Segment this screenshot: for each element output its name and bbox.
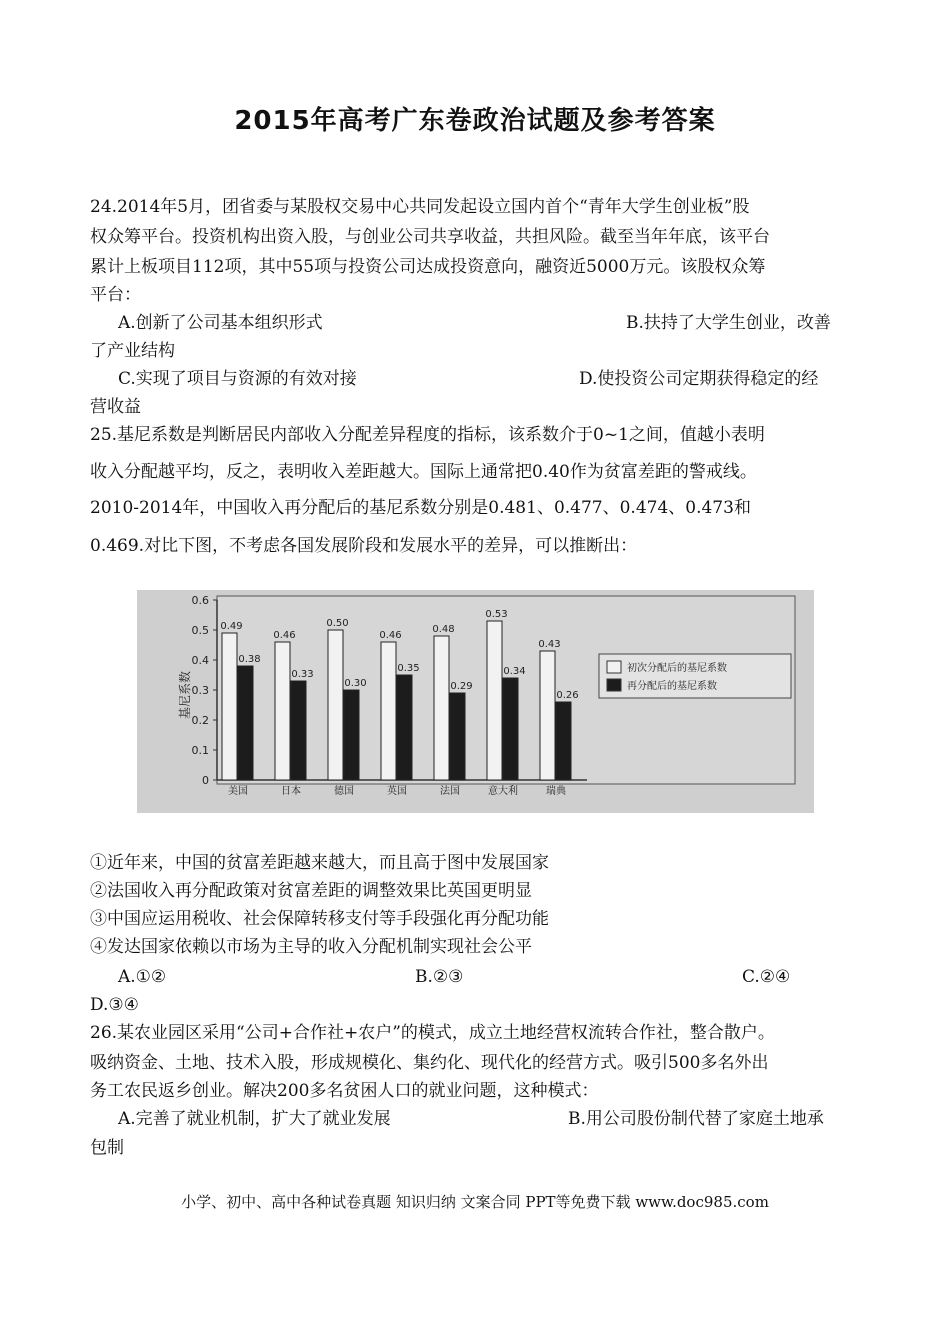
bar-value-label: 0.43 <box>538 639 561 650</box>
q25-option-b: B.②③ <box>415 967 464 987</box>
bar-value-label: 0.33 <box>291 669 314 680</box>
q24-option-d: D.使投资公司定期获得稳定的经 <box>579 369 819 389</box>
q25-statement-4: ④发达国家依赖以市场为主导的收入分配机制实现社会公平 <box>90 937 532 957</box>
bar-value-label: 0.48 <box>432 624 455 635</box>
q25-option-a: A.①② <box>118 967 167 987</box>
bar-primary <box>275 642 290 780</box>
q25-line-3: 2010-2014年，中国收入再分配后的基尼系数分别是0.481、0.477、0.474、0.473和 <box>90 498 751 518</box>
bar-value-label: 0.34 <box>503 666 526 677</box>
bar-primary <box>540 651 555 780</box>
y-tick-label: 0.5 <box>191 624 209 637</box>
x-tick-label: 法国 <box>440 786 460 797</box>
q25-option-d: D.③④ <box>90 995 139 1015</box>
q26-option-b-continued: 包制 <box>90 1138 124 1158</box>
q24-option-c: C.实现了项目与资源的有效对接 <box>118 369 357 389</box>
bar-primary <box>328 630 343 780</box>
y-tick-label: 0.2 <box>191 714 209 727</box>
bar-redistribution <box>344 690 359 780</box>
y-tick-label: 0.3 <box>191 684 209 697</box>
bar-value-label: 0.38 <box>238 654 261 665</box>
bar-value-label: 0.50 <box>326 618 349 629</box>
y-tick-label: 0 <box>202 774 209 787</box>
x-tick-label: 意大利 <box>488 786 518 797</box>
bar-redistribution <box>397 675 412 780</box>
bar-redistribution <box>291 681 306 780</box>
bar-redistribution <box>556 702 571 780</box>
bar-redistribution <box>238 666 253 780</box>
y-tick-label: 0.6 <box>191 594 209 607</box>
bar-value-label: 0.26 <box>556 690 579 701</box>
bar-value-label: 0.46 <box>273 630 296 641</box>
y-tick-label: 0.1 <box>191 744 209 757</box>
q26-line-3: 务工农民返乡创业。解决200多名贫困人口的就业问题，这种模式： <box>90 1081 599 1101</box>
legend-swatch-primary <box>607 661 621 673</box>
q26-option-b: B.用公司股份制代替了家庭土地承 <box>568 1109 824 1129</box>
q24-option-b-continued: 了产业结构 <box>90 341 175 361</box>
q24-option-a: A.创新了公司基本组织形式 <box>118 313 323 333</box>
bar-value-label: 0.29 <box>450 681 473 692</box>
bar-value-label: 0.46 <box>379 630 402 641</box>
y-tick-label: 0.4 <box>191 654 209 667</box>
bar-primary <box>487 621 502 780</box>
q26-line-2: 吸纳资金、土地、技术入股，形成规模化、集约化、现代化的经营方式。吸引500多名外出 <box>90 1053 769 1073</box>
bar-value-label: 0.35 <box>397 663 420 674</box>
chart-legend <box>599 654 791 698</box>
bar-redistribution <box>450 693 465 780</box>
x-tick-label: 瑞典 <box>546 786 566 797</box>
q26-line-1: 26.某农业园区采用“公司+合作社+农户”的模式，成立土地经营权流转合作社，整合散户。 <box>90 1023 775 1043</box>
bar-value-label: 0.49 <box>220 621 243 632</box>
legend-label-primary: 初次分配后的基尼系数 <box>627 663 727 674</box>
q25-line-4: 0.469.对比下图，不考虑各国发展阶段和发展水平的差异，可以推断出： <box>90 536 638 556</box>
q24-line-3: 累计上板项目112项，其中55项与投资公司达成投资意向，融资近5000万元。该股权众筹 <box>90 257 766 277</box>
q24-option-d-continued: 营收益 <box>90 397 141 417</box>
page-title: 2015年高考广东卷政治试题及参考答案 <box>234 106 716 136</box>
x-tick-label: 美国 <box>228 786 248 797</box>
page-footer: 小学、初中、高中各种试卷真题 知识归纳 文案合同 PPT等免费下载 www.doc985.com <box>181 1193 769 1211</box>
x-tick-label: 德国 <box>334 786 354 797</box>
bar-primary <box>381 642 396 780</box>
q26-option-a: A.完善了就业机制，扩大了就业发展 <box>118 1109 391 1129</box>
x-tick-label: 英国 <box>387 786 407 797</box>
bar-primary <box>222 633 237 780</box>
legend-swatch-redistribution <box>607 679 621 691</box>
q25-statement-2: ②法国收入再分配政策对贫富差距的调整效果比英国更明显 <box>90 881 532 901</box>
q25-line-2: 收入分配越平均，反之，表明收入差距越大。国际上通常把0.40作为贫富差距的警戒线。 <box>90 462 757 482</box>
q24-line-4: 平台： <box>90 285 141 305</box>
bar-value-label: 0.53 <box>485 609 508 620</box>
q25-option-c: C.②④ <box>742 967 791 987</box>
bar-redistribution <box>503 678 518 780</box>
x-tick-label: 日本 <box>281 786 301 797</box>
q25-statement-1: ①近年来，中国的贫富差距越来越大，而且高于图中发展国家 <box>90 853 549 873</box>
legend-label-redistribution: 再分配后的基尼系数 <box>627 681 717 692</box>
y-axis-label: 基尼系数 <box>178 670 192 720</box>
q25-line-1: 25.基尼系数是判断居民内部收入分配差异程度的指标，该系数介于0~1之间，值越小表明 <box>90 425 765 445</box>
bar-primary <box>434 636 449 780</box>
q25-statement-3: ③中国应运用税收、社会保障转移支付等手段强化再分配功能 <box>90 909 549 929</box>
gini-chart-svg <box>137 590 814 813</box>
gini-bar-chart <box>137 590 814 813</box>
bar-value-label: 0.30 <box>344 678 367 689</box>
q24-line-1: 24.2014年5月，团省委与某股权交易中心共同发起设立国内首个“青年大学生创业板”股 <box>90 197 750 217</box>
q24-option-b: B.扶持了大学生创业，改善 <box>626 313 831 333</box>
q24-line-2: 权众筹平台。投资机构出资入股，与创业公司共享收益，共担风险。截至当年年底，该平台 <box>90 227 770 247</box>
